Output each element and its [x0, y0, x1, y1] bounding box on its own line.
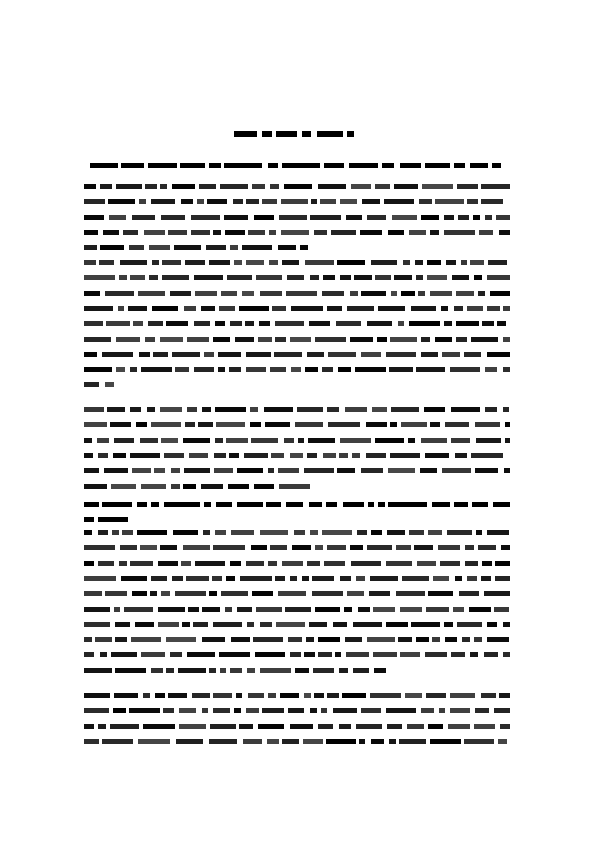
- text-line: [84, 502, 510, 507]
- document-title: [234, 131, 354, 137]
- text-line: [90, 163, 510, 168]
- text-line: [84, 693, 510, 698]
- text-line: [84, 291, 510, 296]
- text-line: [84, 407, 510, 412]
- text-line: [84, 382, 114, 387]
- text-line: [84, 545, 510, 550]
- text-line: [84, 367, 510, 372]
- text-line: [84, 622, 510, 627]
- text-line: [84, 260, 510, 265]
- text-line: [84, 637, 510, 642]
- text-line: [84, 337, 510, 342]
- text-line: [84, 438, 510, 443]
- text-line: [84, 724, 510, 729]
- text-line: [84, 215, 510, 220]
- text-line: [84, 668, 386, 673]
- text-line: [84, 468, 510, 473]
- text-line: [84, 230, 510, 235]
- text-line: [84, 576, 510, 581]
- text-line: [84, 530, 510, 535]
- text-line: [84, 652, 510, 657]
- text-line: [84, 517, 128, 522]
- text-line: [84, 708, 510, 713]
- text-line: [84, 607, 510, 612]
- text-line: [84, 561, 510, 566]
- text-line: [84, 245, 316, 250]
- text-line: [84, 484, 316, 489]
- text-line: [84, 199, 510, 204]
- text-line: [84, 306, 510, 311]
- text-line: [84, 453, 510, 458]
- text-line: [84, 591, 510, 596]
- text-line: [84, 352, 510, 357]
- text-line: [84, 275, 510, 280]
- text-line: [84, 422, 510, 427]
- text-line: [84, 184, 510, 189]
- text-line: [84, 739, 510, 744]
- text-line: [84, 321, 510, 326]
